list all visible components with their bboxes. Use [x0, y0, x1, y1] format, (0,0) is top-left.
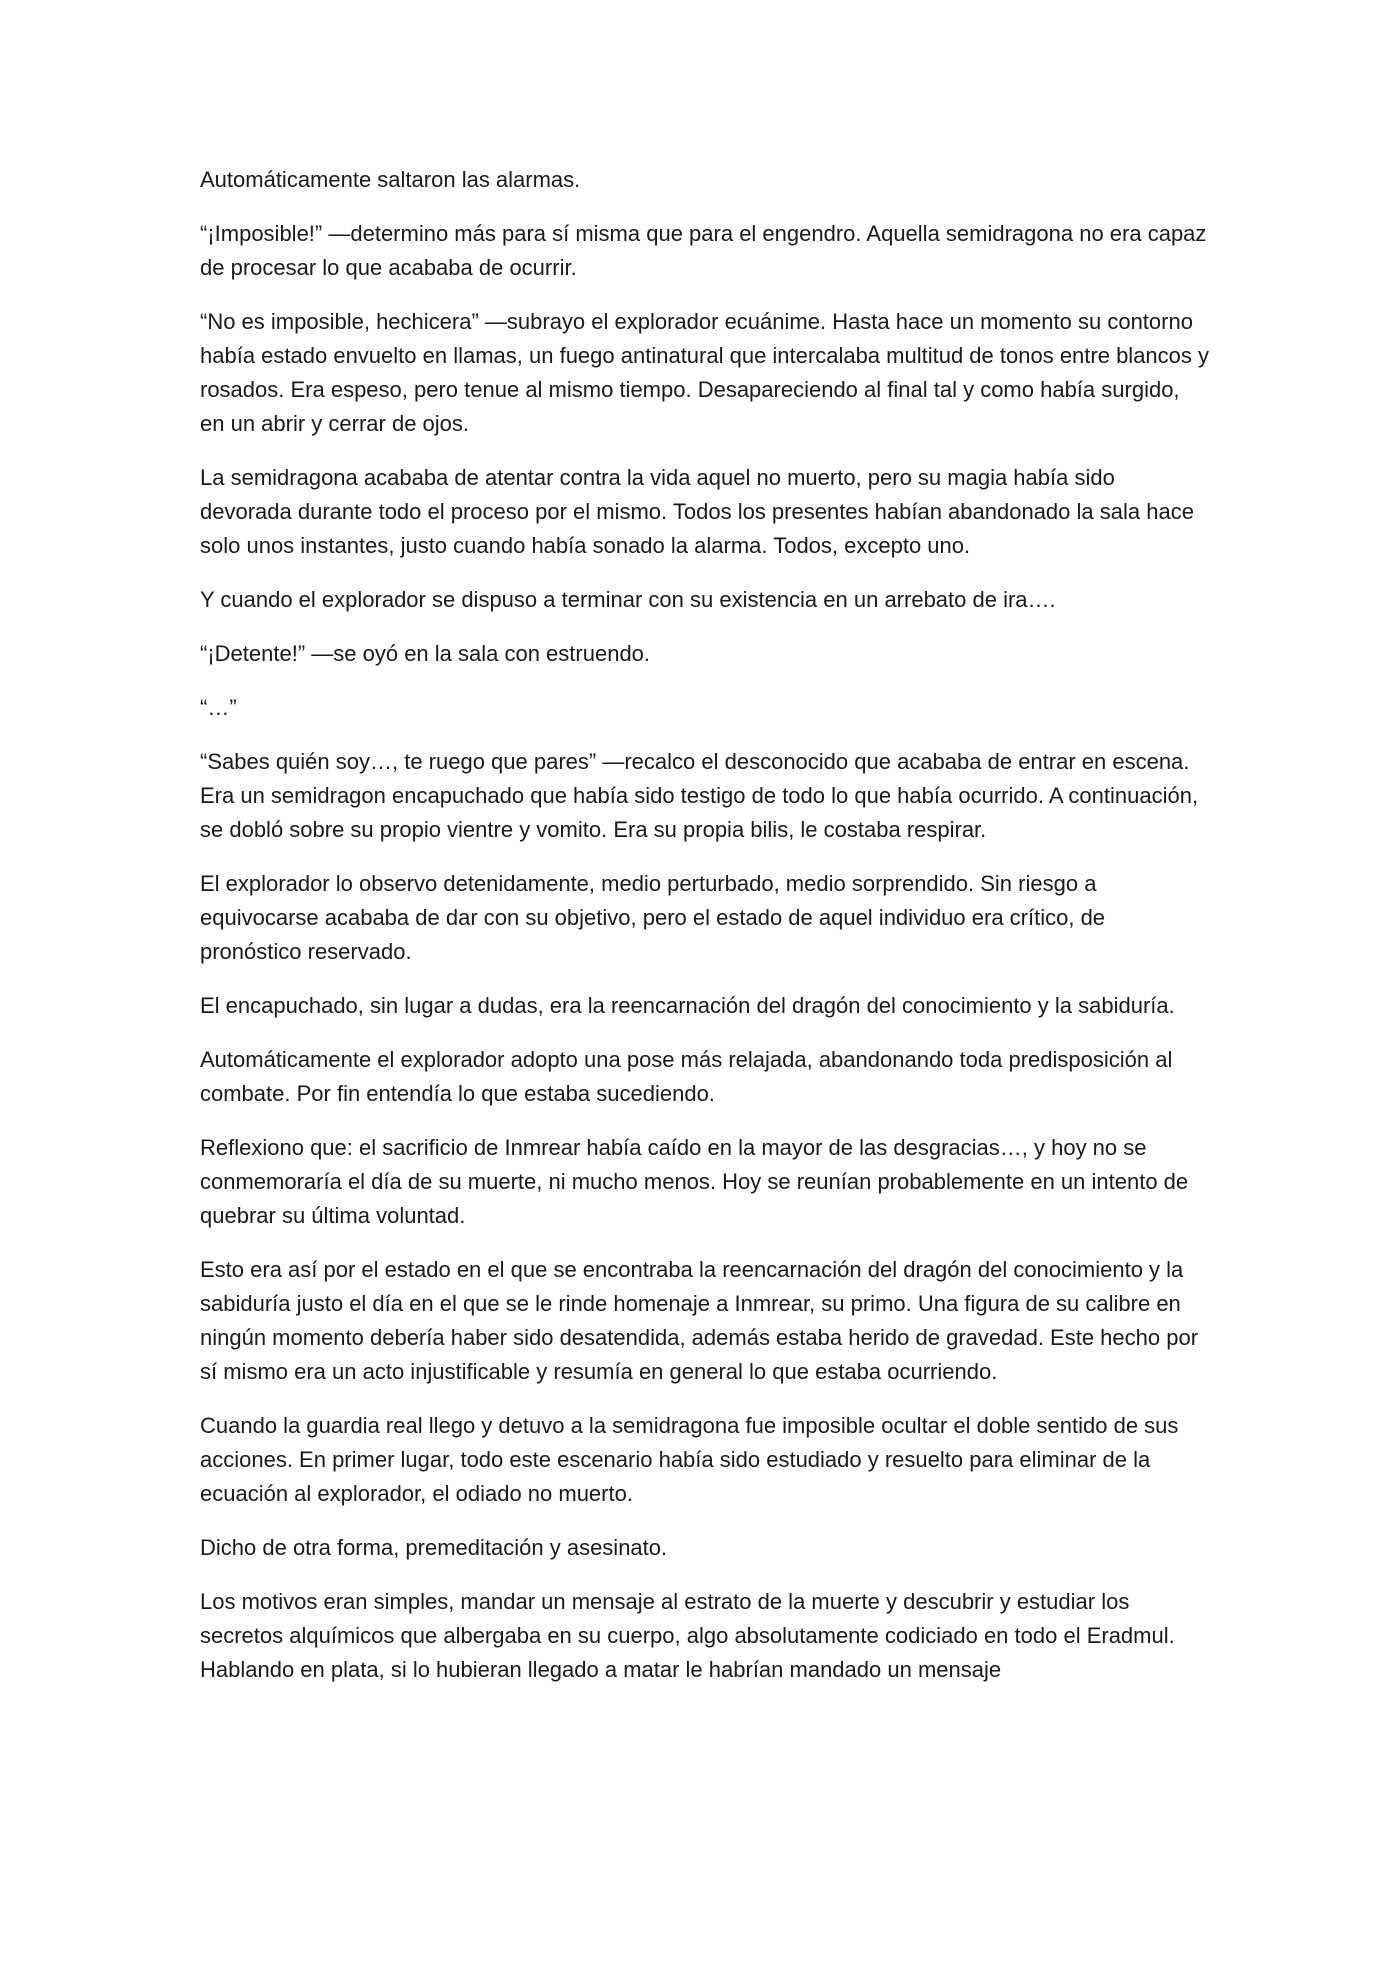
paragraph: Reflexiono que: el sacrificio de Inmrear había caído en la mayor de las desgracias…, y hoy no se conmemoraría el día de su muerte, ni mucho menos. Hoy se reunían probablemente en un intento de quebrar su última voluntad.: [200, 1135, 1189, 1228]
paragraph: “No es imposible, hechicera” —subrayo el explorador ecuánime. Hasta hace un momento su contorno había estado envuelto en llamas, un fuego antinatural que intercalaba multitud de tonos entre blancos y rosados. Era espeso, pero tenue al mismo tiempo. Desapareciendo al final tal y como había surgido, en un abrir y cerrar de ojos.: [200, 309, 1210, 436]
document-body: [200, 163, 1210, 1707]
paragraph: Automáticamente saltaron las alarmas.: [200, 167, 581, 192]
paragraph: Cuando la guardia real llego y detuvo a la semidragona fue imposible ocultar el doble sentido de sus acciones. En primer lugar, todo este escenario había sido estudiado y resuelto para eliminar de la ecuación al explorador, el odiado no muerto.: [200, 1413, 1179, 1506]
paragraph: “¡Detente!” —se oyó en la sala con estruendo.: [200, 641, 651, 666]
paragraph: Los motivos eran simples, mandar un mensaje al estrato de la muerte y descubrir y estudiar los secretos alquímicos que albergaba en su cuerpo, algo absolutamente codiciado en todo el Eradmul. Hablando en plata, si lo hubieran llegado a matar le habrían mandado un mensaje: [200, 1589, 1175, 1682]
paragraph: Y cuando el explorador se dispuso a terminar con su existencia en un arrebato de ira….: [200, 587, 1056, 612]
paragraph: Dicho de otra forma, premeditación y asesinato.: [200, 1535, 668, 1560]
paragraph: “¡Imposible!” —determino más para sí misma que para el engendro. Aquella semidragona no era capaz de procesar lo que acababa de ocurrir.: [200, 221, 1207, 280]
paragraph: El encapuchado, sin lugar a dudas, era la reencarnación del dragón del conocimiento y la sabiduría.: [200, 993, 1175, 1018]
paragraph: “…”: [200, 695, 237, 720]
paragraph: Esto era así por el estado en el que se encontraba la reencarnación del dragón del conocimiento y la sabiduría justo el día en el que se le rinde homenaje a Inmrear, su primo. Una figura de su calibre en ningún momento debería haber sido desatendida, además estaba herido de gravedad. Este hecho por sí mismo era un acto injustificable y resumía en general lo que estaba ocurriendo.: [200, 1257, 1199, 1384]
paragraph: “Sabes quién soy…, te ruego que pares” —recalco el desconocido que acababa de entrar en escena. Era un semidragon encapuchado que había sido testigo de todo lo que había ocurrido. A continuación, se dobló sobre su propio vientre y vomito. Era su propia bilis, le costaba respirar.: [200, 749, 1199, 842]
paragraph: El explorador lo observo detenidamente, medio perturbado, medio sorprendido. Sin riesgo a equivocarse acababa de dar con su objetivo, pero el estado de aquel individuo era crítico, de pronóstico reservado.: [200, 871, 1106, 964]
paragraph: Automáticamente el explorador adopto una pose más relajada, abandonando toda predisposición al combate. Por fin entendía lo que estaba sucediendo.: [200, 1047, 1173, 1106]
paragraph: La semidragona acababa de atentar contra la vida aquel no muerto, pero su magia había sido devorada durante todo el proceso por el mismo. Todos los presentes habían abandonado la sala hace solo unos instantes, justo cuando había sonado la alarma. Todos, excepto uno.: [200, 465, 1194, 558]
